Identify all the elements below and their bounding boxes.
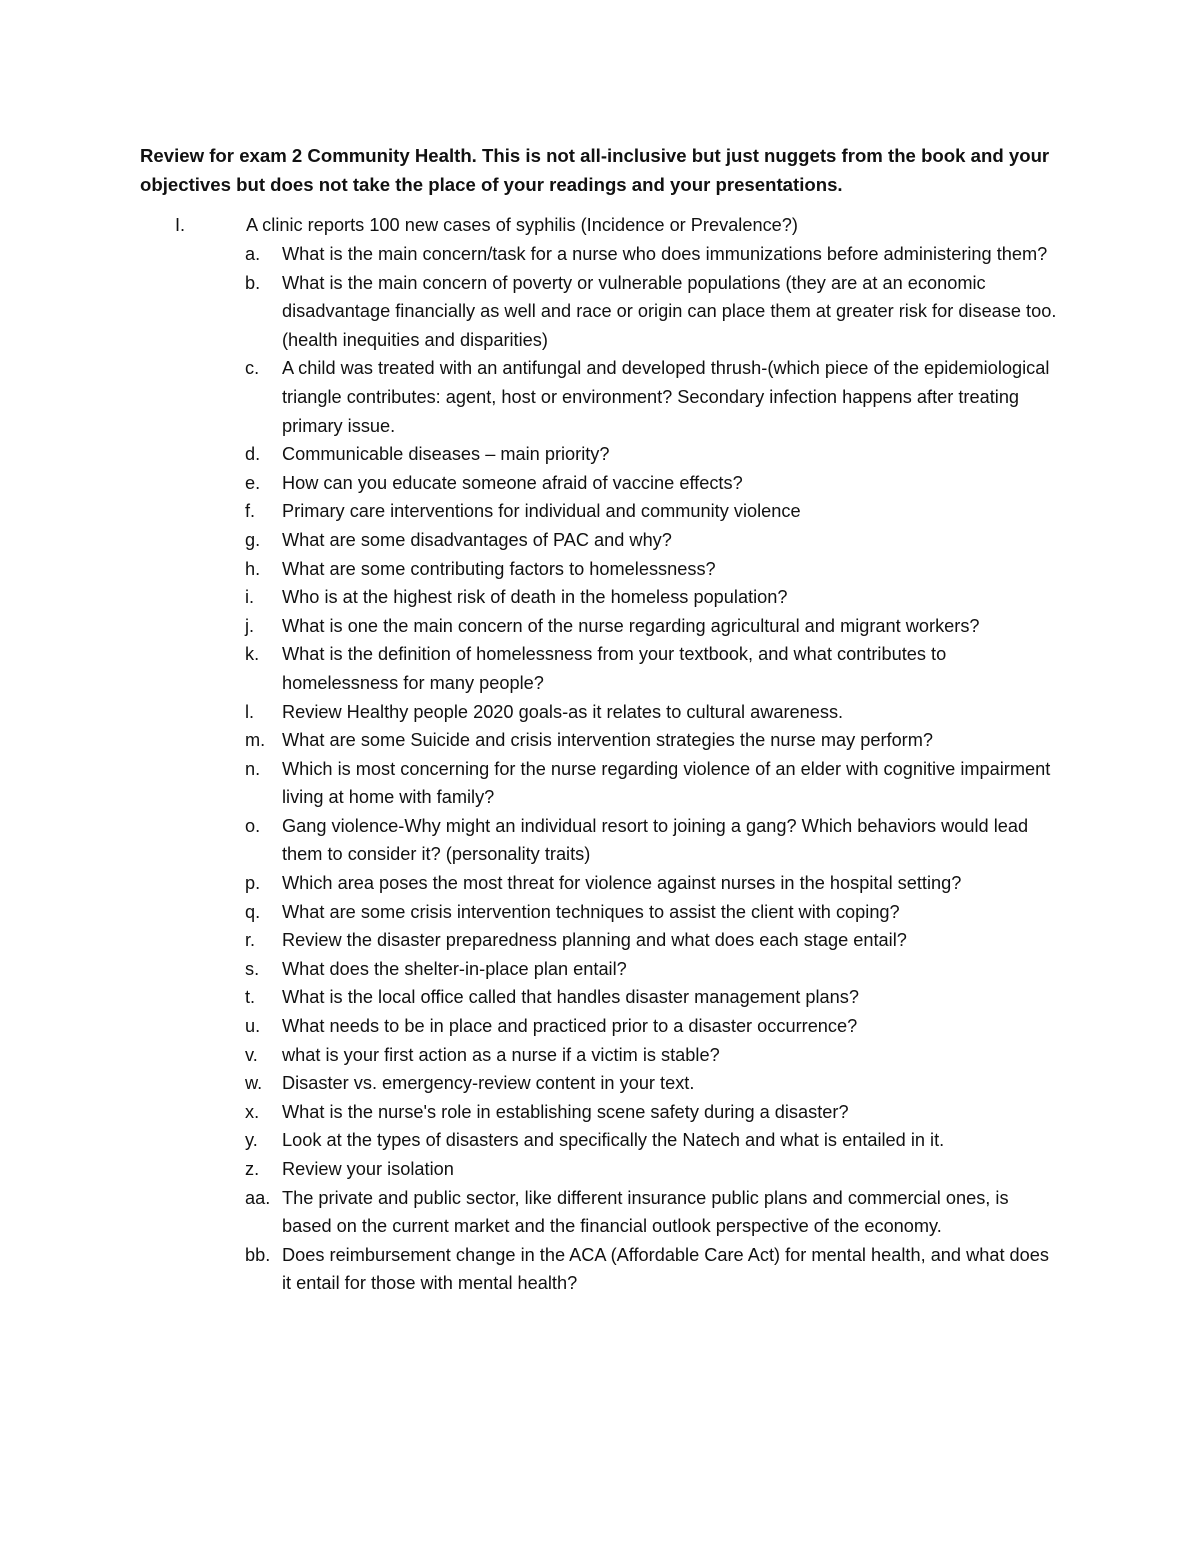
question-marker: q. bbox=[245, 901, 261, 922]
question-item-z bbox=[140, 1155, 1062, 1184]
question-item-d bbox=[140, 440, 1062, 469]
question-item-b bbox=[140, 269, 1062, 355]
question-marker: w. bbox=[245, 1073, 263, 1094]
section-text: A clinic reports 100 new cases of syphilis (Incidence or Prevalence?) bbox=[246, 215, 798, 235]
question-text: What are some crisis intervention techniques to assist the client with coping? bbox=[282, 901, 900, 922]
question-item-x bbox=[140, 1098, 1062, 1127]
question-marker: bb. bbox=[245, 1244, 271, 1265]
question-marker: f. bbox=[245, 501, 256, 522]
question-item-v bbox=[140, 1041, 1062, 1070]
question-marker: y. bbox=[245, 1130, 258, 1151]
question-text: A child was treated with an antifungal and developed thrush-(which piece of the epidemiological triangle contributes: agent, host or environment? Secondary infection happens after treating primary issue. bbox=[282, 358, 1050, 436]
question-marker: g. bbox=[245, 529, 261, 550]
question-marker: i. bbox=[245, 587, 255, 608]
question-marker: j. bbox=[245, 615, 255, 636]
section-number: I. bbox=[175, 215, 186, 235]
question-marker: p. bbox=[245, 873, 261, 894]
question-text: What are some disadvantages of PAC and why? bbox=[282, 529, 672, 550]
question-item-y bbox=[140, 1126, 1062, 1155]
question-text: Who is at the highest risk of death in the homeless population? bbox=[282, 587, 788, 608]
question-item-e bbox=[140, 469, 1062, 498]
question-item-n bbox=[140, 755, 1062, 812]
question-text: The private and public sector, like different insurance public plans and commercial ones, is based on the current market and the financial outlook perspective of the economy. bbox=[282, 1187, 1009, 1237]
question-text: How can you educate someone afraid of vaccine effects? bbox=[282, 472, 743, 493]
question-item-u bbox=[140, 1012, 1062, 1041]
question-item-bb bbox=[140, 1241, 1062, 1298]
question-text: What are some contributing factors to homelessness? bbox=[282, 558, 716, 579]
question-item-c bbox=[140, 354, 1062, 440]
question-text: Does reimbursement change in the ACA (Affordable Care Act) for mental health, and what does it entail for those with mental health? bbox=[282, 1244, 1049, 1294]
section-heading bbox=[140, 211, 1080, 240]
question-text: what is your first action as a nurse if a victim is stable? bbox=[282, 1044, 720, 1065]
question-list bbox=[140, 240, 1080, 1298]
question-text: What is the nurse's role in establishing scene safety during a disaster? bbox=[282, 1101, 849, 1122]
question-item-r bbox=[140, 926, 1062, 955]
question-item-o bbox=[140, 812, 1062, 869]
question-marker: d. bbox=[245, 444, 261, 465]
question-text: What does the shelter-in-place plan entail? bbox=[282, 958, 627, 979]
question-text: Which area poses the most threat for violence against nurses in the hospital setting? bbox=[282, 873, 962, 894]
question-text: What is one the main concern of the nurse regarding agricultural and migrant workers? bbox=[282, 615, 980, 636]
question-item-l bbox=[140, 698, 1062, 727]
question-item-i bbox=[140, 583, 1062, 612]
question-item-aa bbox=[140, 1184, 1062, 1241]
section-1 bbox=[140, 211, 1080, 1298]
question-marker: c. bbox=[245, 358, 260, 379]
question-marker: o. bbox=[245, 815, 261, 836]
question-marker: m. bbox=[245, 730, 266, 751]
question-marker: r. bbox=[245, 930, 256, 951]
question-marker: z. bbox=[245, 1159, 260, 1179]
question-text: Look at the types of disasters and specifically the Natech and what is entailed in it. bbox=[282, 1130, 945, 1151]
document-title: Review for exam 2 Community Health. This is not all-inclusive but just nuggets from the book and your objectives but does not take the place of your readings and your presentations. bbox=[140, 145, 1050, 195]
question-marker: l. bbox=[245, 701, 255, 722]
question-marker: t. bbox=[245, 987, 256, 1008]
question-text: Review the disaster preparedness planning and what does each stage entail? bbox=[282, 930, 907, 951]
question-item-m bbox=[140, 726, 1062, 755]
question-item-j bbox=[140, 612, 1062, 641]
question-text: What is the definition of homelessness from your textbook, and what contributes to homelessness for many people? bbox=[282, 644, 947, 693]
question-item-a bbox=[140, 240, 1062, 269]
question-item-h bbox=[140, 555, 1062, 584]
question-item-t bbox=[140, 983, 1062, 1012]
question-marker: e. bbox=[245, 472, 261, 493]
question-marker: h. bbox=[245, 558, 261, 579]
question-text: Communicable diseases – main priority? bbox=[282, 444, 610, 465]
question-marker: b. bbox=[245, 272, 261, 293]
question-marker: n. bbox=[245, 758, 261, 779]
question-text: What is the main concern of poverty or vulnerable populations (they are at an economic disadvantage financially as well and race or origin can place them at greater risk for disease too.(health inequities and disparities) bbox=[282, 272, 1057, 350]
question-text: Primary care interventions for individual and community violence bbox=[282, 501, 801, 522]
question-item-s bbox=[140, 955, 1062, 984]
question-item-g bbox=[140, 526, 1062, 555]
question-marker: a. bbox=[245, 244, 261, 264]
question-text: What is the local office called that handles disaster management plans? bbox=[282, 987, 859, 1008]
question-item-w bbox=[140, 1069, 1062, 1098]
question-text: What needs to be in place and practiced prior to a disaster occurrence? bbox=[282, 1016, 858, 1037]
question-item-p bbox=[140, 869, 1062, 898]
question-item-f bbox=[140, 497, 1062, 526]
question-text: Gang violence-Why might an individual resort to joining a gang? Which behaviors would lead them to consider it? (personality traits) bbox=[282, 815, 1029, 865]
question-marker: v. bbox=[245, 1044, 258, 1065]
question-text: What is the main concern/task for a nurse who does immunizations before administering them? bbox=[282, 244, 1048, 264]
question-text: Review your isolation bbox=[282, 1159, 454, 1179]
question-marker: s. bbox=[245, 958, 260, 979]
question-item-q bbox=[140, 898, 1062, 927]
question-text: What are some Suicide and crisis intervention strategies the nurse may perform? bbox=[282, 730, 934, 751]
question-marker: x. bbox=[245, 1101, 260, 1122]
question-marker: u. bbox=[245, 1016, 261, 1037]
question-item-k bbox=[140, 640, 1062, 697]
question-text: Which is most concerning for the nurse regarding violence of an elder with cognitive impairment living at home with family? bbox=[282, 758, 1051, 808]
question-marker: k. bbox=[245, 644, 260, 665]
question-marker: aa. bbox=[245, 1187, 271, 1208]
question-text: Disaster vs. emergency-review content in your text. bbox=[282, 1073, 695, 1094]
question-text: Review Healthy people 2020 goals-as it relates to cultural awareness. bbox=[282, 701, 844, 722]
